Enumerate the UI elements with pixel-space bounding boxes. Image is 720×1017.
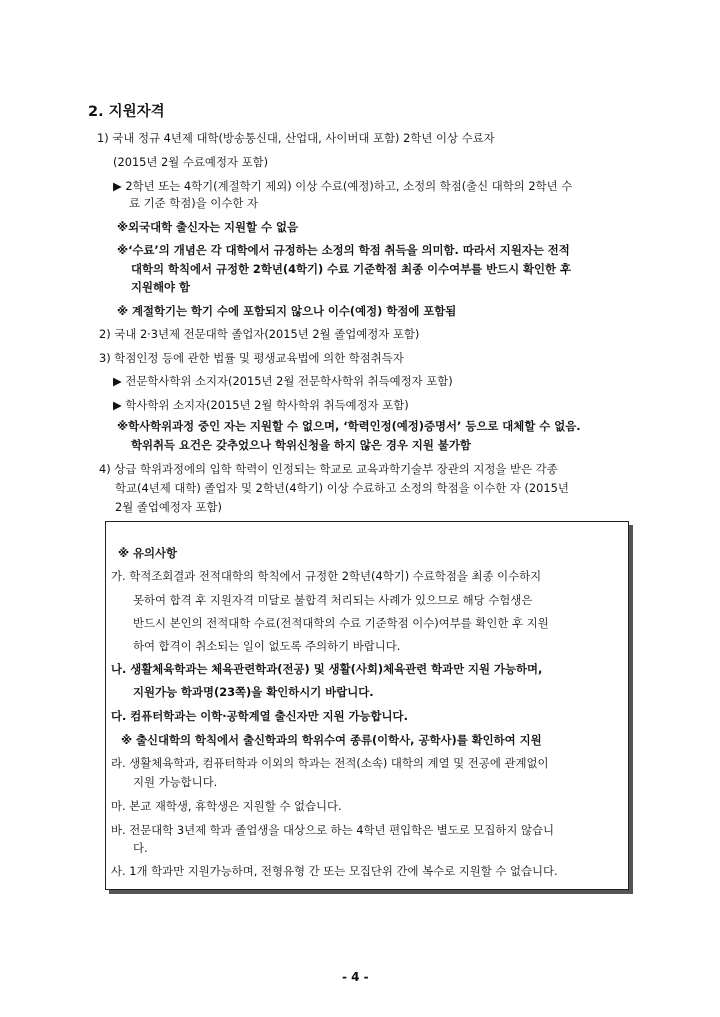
note-completion: ※‘수료’의 개념은 각 대학에서 규정하는 소정의 학점 취득을 의미함. 따라서 지원자는 전적 xyxy=(117,243,570,257)
item-1-bullet-cont: 료 기준 학점)을 이수한 자 xyxy=(129,196,258,210)
note-bachelor: ※학사학위과정 중인 자는 지원할 수 없으며, ‘학력인정(예정)증명서’ 등으로 대체할 수 없음. xyxy=(117,419,581,433)
item-3-bullet-1: ▶ 전문학사학위 소지자(2015년 2월 전문학사학위 취득예정자 포함) xyxy=(113,374,453,388)
section-title: 2. 지원자격 xyxy=(88,104,165,120)
notice-da-note: ※ 출신대학의 학칙에서 출신학과의 학위수여 종류(이학사, 공학사)를 확인하여 지원 xyxy=(121,733,542,747)
note-completion-cont: 대학의 학칙에서 규정한 2학년(4학기) 수료 기준학점 최종 이수여부를 반드시 확인한 후 xyxy=(131,262,572,276)
notice-ra-2: 지원 가능합니다. xyxy=(133,775,218,789)
notice-title: ※ 유의사항 xyxy=(118,546,178,560)
notice-ga-4: 하여 합격이 취소되는 일이 없도록 주의하기 바랍니다. xyxy=(133,639,401,653)
notice-ga-3: 반드시 본인의 전적대학 수료(전적대학의 수료 기준학점 이수)여부를 확인한 후 지원 xyxy=(133,616,549,630)
notice-ba-1: 바. 전문대학 3년제 학과 졸업생을 대상으로 하는 4학년 편입학은 별도로 모집하지 않습니 xyxy=(111,823,555,837)
notice-da: 다. 컴퓨터학과는 이학·공학계열 출신자만 지원 가능합니다. xyxy=(111,709,408,723)
page-number: - 4 - xyxy=(342,970,369,984)
note-seasonal: ※ 계절학기는 학기 수에 포함되지 않으나 이수(예정) 학점에 포함됨 xyxy=(117,304,457,318)
item-1-note: (2015년 2월 수료예정자 포함) xyxy=(113,155,269,169)
notice-ba-2: 다. xyxy=(133,841,148,855)
notice-ga-2: 못하여 합격 후 지원자격 미달로 불합격 처리되는 사례가 있으므로 해당 수험생은 xyxy=(133,593,533,607)
note-foreign: ※외국대학 출신자는 지원할 수 없음 xyxy=(117,220,298,234)
notice-ma: 마. 본교 재학생, 휴학생은 지원할 수 없습니다. xyxy=(111,799,342,813)
item-1-bullet: ▶ 2학년 또는 4학기(계절학기 제외) 이상 수료(예정)하고, 소정의 학점(출신 대학의 2학년 수 xyxy=(113,179,573,193)
notice-ga-1: 가. 학적조회결과 전적대학의 학칙에서 규정한 2학년(4학기) 수료학점을 최종 이수하지 xyxy=(111,569,542,583)
notice-na-2: 지원가능 학과명(23쪽)을 확인하시기 바랍니다. xyxy=(133,685,374,699)
note-completion-cont2: 지원해야 함 xyxy=(131,280,190,294)
note-bachelor-cont: 학위취득 요건은 갖추었으나 학위신청을 하지 않은 경우 지원 불가함 xyxy=(131,438,471,452)
item-3: 3) 학점인정 등에 관한 법률 및 평생교육법에 의한 학점취득자 xyxy=(99,351,404,365)
notice-ra-1: 라. 생활체육학과, 컴퓨터학과 이외의 학과는 전적(소속) 대학의 계열 및 전공에 관계없이 xyxy=(111,756,549,770)
item-1: 1) 국내 정규 4년제 대학(방송통신대, 산업대, 사이버대 포함) 2학년 이상 수료자 xyxy=(97,131,495,145)
notice-sa: 사. 1개 학과만 지원가능하며, 전형유형 간 또는 모집단위 간에 복수로 지원할 수 없습니다. xyxy=(111,864,558,878)
item-4-cont2: 2월 졸업예정자 포함) xyxy=(115,500,222,514)
item-2: 2) 국내 2·3년제 전문대학 졸업자(2015년 2월 졸업예정자 포함) xyxy=(99,327,420,341)
notice-na-1: 나. 생활체육학과는 체육관련학과(전공) 및 생활(사회)체육관련 학과만 지원 가능하며, xyxy=(111,662,543,676)
item-4-cont: 학교(4년제 대학) 졸업자 및 2학년(4학기) 이상 수료하고 소정의 학점을 이수한 자 (2015년 xyxy=(115,481,569,495)
item-3-bullet-2: ▶ 학사학위 소지자(2015년 2월 학사학위 취득예정자 포함) xyxy=(113,398,409,412)
item-4: 4) 상급 학위과정에의 입학 학력이 인정되는 학교로 교육과학기술부 장관의 지정을 받은 각종 xyxy=(99,462,558,476)
